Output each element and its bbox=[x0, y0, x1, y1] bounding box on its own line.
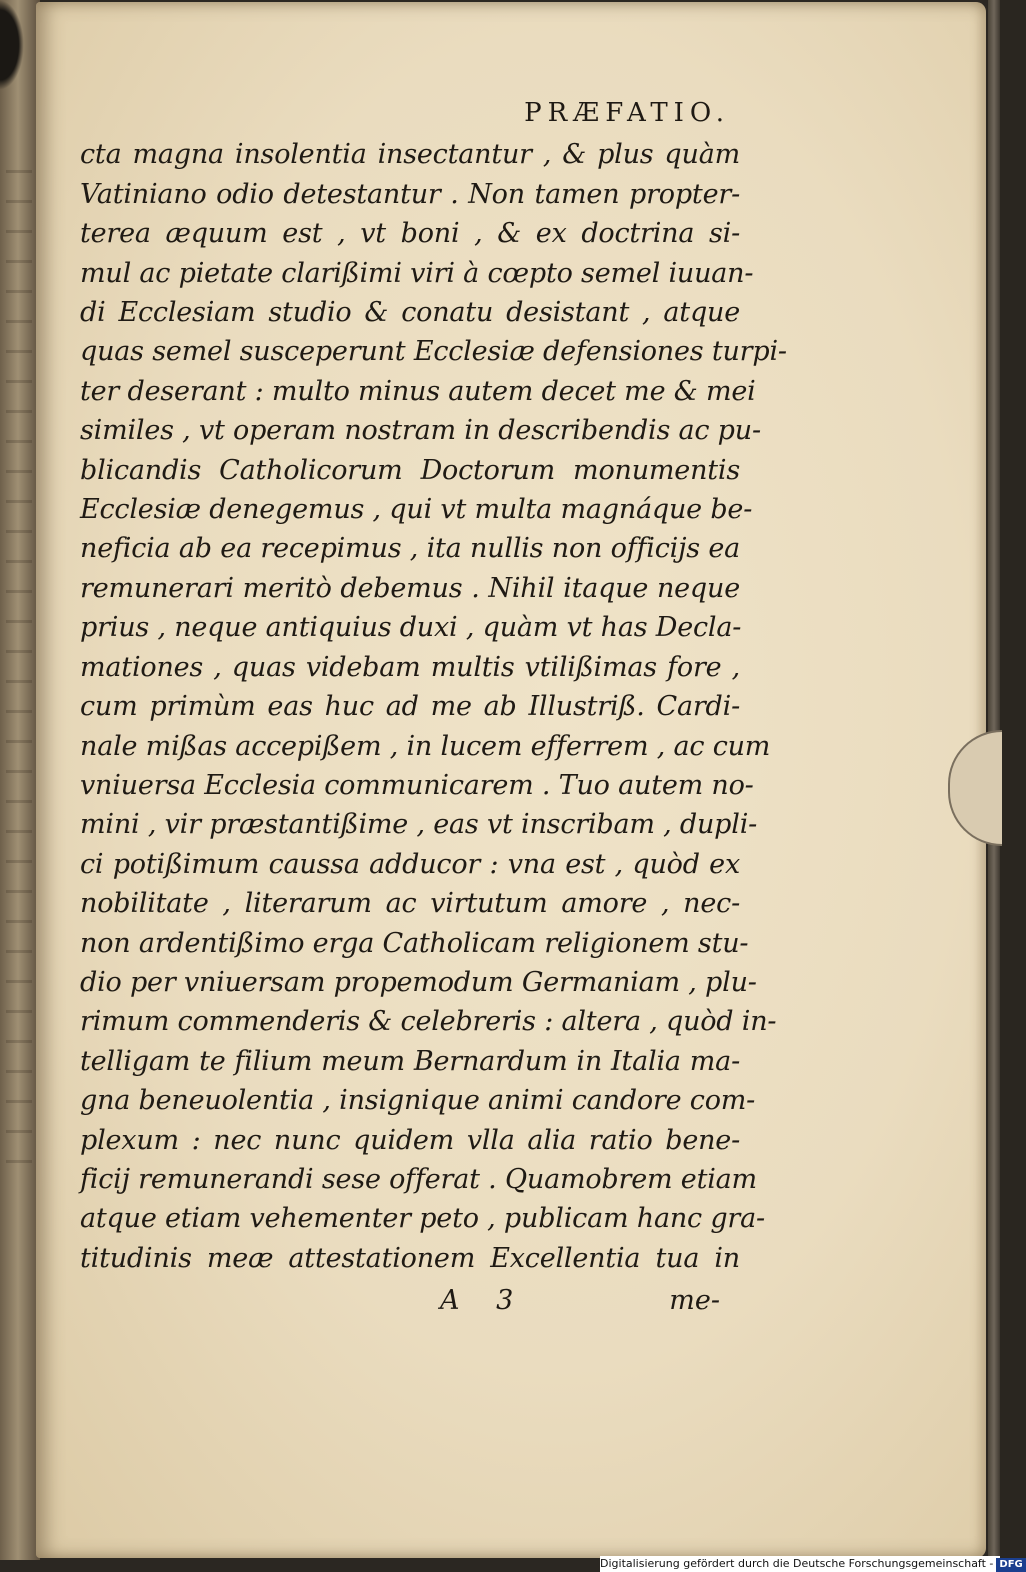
text-line: ter deserant : multo minus autem decet me & mei bbox=[80, 375, 756, 407]
credit-text: Digitalisierung gefördert durch die Deutsche Forschungsgemeinschaft - bbox=[600, 1557, 994, 1570]
text-line: remunerari meritò debemus . Nihil itaque neque bbox=[80, 572, 740, 604]
text-line: non ardentißimo erga Catholicam religionem stu- bbox=[80, 927, 749, 959]
text-line: mul ac pietate clarißimi viri à cœpto semel iuuan- bbox=[80, 257, 754, 289]
text-line: similes , vt operam nostram in describendis ac pu- bbox=[80, 415, 761, 447]
text-line: prius , neque antiquius duxi , quàm vt has Decla- bbox=[80, 612, 742, 644]
text-line: terea æquum est , vt boni , & ex doctrina si- bbox=[80, 218, 740, 250]
text-line: di Ecclesiam studio & conatu desistant , atque bbox=[80, 297, 740, 329]
text-line: blicandis Catholicorum Doctorum monumentis bbox=[80, 454, 740, 486]
text-line: mationes , quas videbam multis vtilißimas fore , bbox=[80, 651, 740, 683]
text-line: nale mißas accepißem , in lucem efferrem , ac cum bbox=[80, 730, 771, 762]
facing-page-text-bleed bbox=[6, 170, 32, 1170]
text-line: rimum commenderis & celebreris : altera , quòd in- bbox=[80, 1006, 777, 1038]
body-text bbox=[80, 94, 787, 1278]
text-line: mini , vir præstantißime , eas vt inscribam , dupli- bbox=[80, 809, 758, 841]
text-line: gna beneuolentia , insignique animi candore com- bbox=[80, 1085, 756, 1117]
text-line: neficia ab ea recepimus , ita nullis non officijs ea bbox=[80, 533, 740, 565]
running-head: PRÆFATIO. bbox=[524, 98, 730, 128]
text-line: plexum : nec nunc quidem vlla alia ratio bene- bbox=[80, 1124, 740, 1156]
signature-mark: A 3 bbox=[440, 1285, 528, 1316]
page-footer bbox=[80, 1285, 720, 1325]
text-line: atque etiam vehementer peto , publicam hanc gra- bbox=[80, 1203, 765, 1235]
text-line: dio per vniuersam propemodum Germaniam , plu- bbox=[80, 966, 757, 998]
facing-page-edge bbox=[0, 0, 40, 1560]
text-line: quas semel susceperunt Ecclesiæ defensiones turpi- bbox=[80, 336, 787, 368]
binding-shadow bbox=[0, 0, 24, 90]
text-line: Ecclesiæ denegemus , qui vt multa magnáque be- bbox=[80, 494, 753, 526]
text-line: cum primùm eas huc ad me ab Illustriß. Cardi- bbox=[80, 691, 740, 723]
text-line: vniuersa Ecclesia communicarem . Tuo autem no- bbox=[80, 769, 754, 801]
text-line: nobilitate , literarum ac virtutum amore , nec- bbox=[80, 888, 740, 920]
text-line: telligam te filium meum Bernardum in Italia ma- bbox=[80, 1045, 740, 1077]
text-line: ficij remunerandi sese offerat . Quamobrem etiam bbox=[80, 1163, 757, 1195]
text-line: titudinis meæ attestationem Excellentia tua in bbox=[80, 1242, 740, 1274]
text-line: ci potißimum caussa adducor : vna est , quòd ex bbox=[80, 848, 740, 880]
dfg-logo: DFG bbox=[996, 1558, 1025, 1572]
catchword: me- bbox=[669, 1285, 720, 1316]
text-line: Vatiniano odio detestantur . Non tamen propter- bbox=[80, 178, 740, 210]
digitization-credit bbox=[600, 1556, 1023, 1572]
text-line: cta magna insolentia insectantur , & plus quàm bbox=[80, 139, 740, 171]
